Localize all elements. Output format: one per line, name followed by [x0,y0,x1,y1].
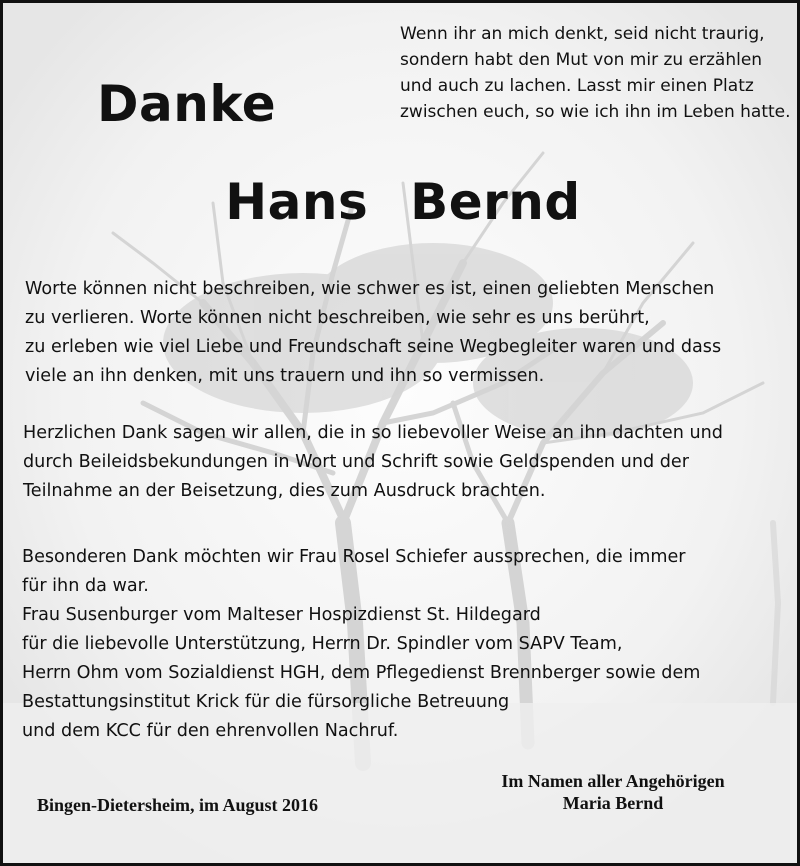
paragraph-special-thanks [22,543,792,746]
poem-line: Wenn ihr an mich denkt, seid nicht traurig, [400,24,765,44]
text-line: Herrn Ohm vom Sozialdienst HGH, dem Pflegedienst Brennberger sowie dem [22,663,701,683]
text-line: durch Beileidsbekundungen in Wort und Schrift sowie Geldspenden und der [23,452,689,472]
place-date: Bingen-Dietersheim, im August 2016 [37,795,318,815]
text-line: zu verlieren. Worte können nicht beschreiben, wie sehr es uns berührt, [25,308,650,328]
text-line: und dem KCC für den ehrenvollen Nachruf. [22,721,399,741]
text-line: zu erleben wie viel Liebe und Freundschaft seine Wegbegleiter waren und dass [25,337,722,357]
poem [400,21,795,125]
heading-danke: Danke [97,75,277,133]
deceased-name: Hans Bernd [225,173,581,231]
paragraph-thanks [23,419,793,506]
text-line: Worte können nicht beschreiben, wie schwer es ist, einen geliebten Menschen [25,279,715,299]
text-line: Besonderen Dank möchten wir Frau Rosel Schiefer aussprechen, die immer [22,547,686,567]
signature [463,770,763,814]
text-line: Teilnahme an der Beisetzung, dies zum Ausdruck brachten. [23,481,546,501]
text-line: für ihn da war. [22,576,149,596]
poem-line: und auch zu lachen. Lasst mir einen Platz [400,76,754,96]
text-line: Frau Susenburger vom Malteser Hospizdienst St. Hildegard [22,605,541,625]
text-line: für die liebevolle Unterstützung, Herrn Dr. Spindler vom SAPV Team, [22,634,623,654]
signature-name: Maria Bernd [562,793,664,813]
text-line: viele an ihn denken, mit uns trauern und ihn so vermissen. [25,366,545,386]
signature-line: Im Namen aller Angehörigen [501,771,725,791]
poem-line: zwischen euch, so wie ich ihn im Leben hatte. [400,102,791,122]
paragraph-words [25,275,795,391]
poem-line: sondern habt den Mut von mir zu erzählen [400,50,763,70]
text-line: Herzlichen Dank sagen wir allen, die in so liebevoller Weise an ihn dachten und [23,423,723,443]
text-line: Bestattungsinstitut Krick für die fürsorgliche Betreuung [22,692,510,712]
